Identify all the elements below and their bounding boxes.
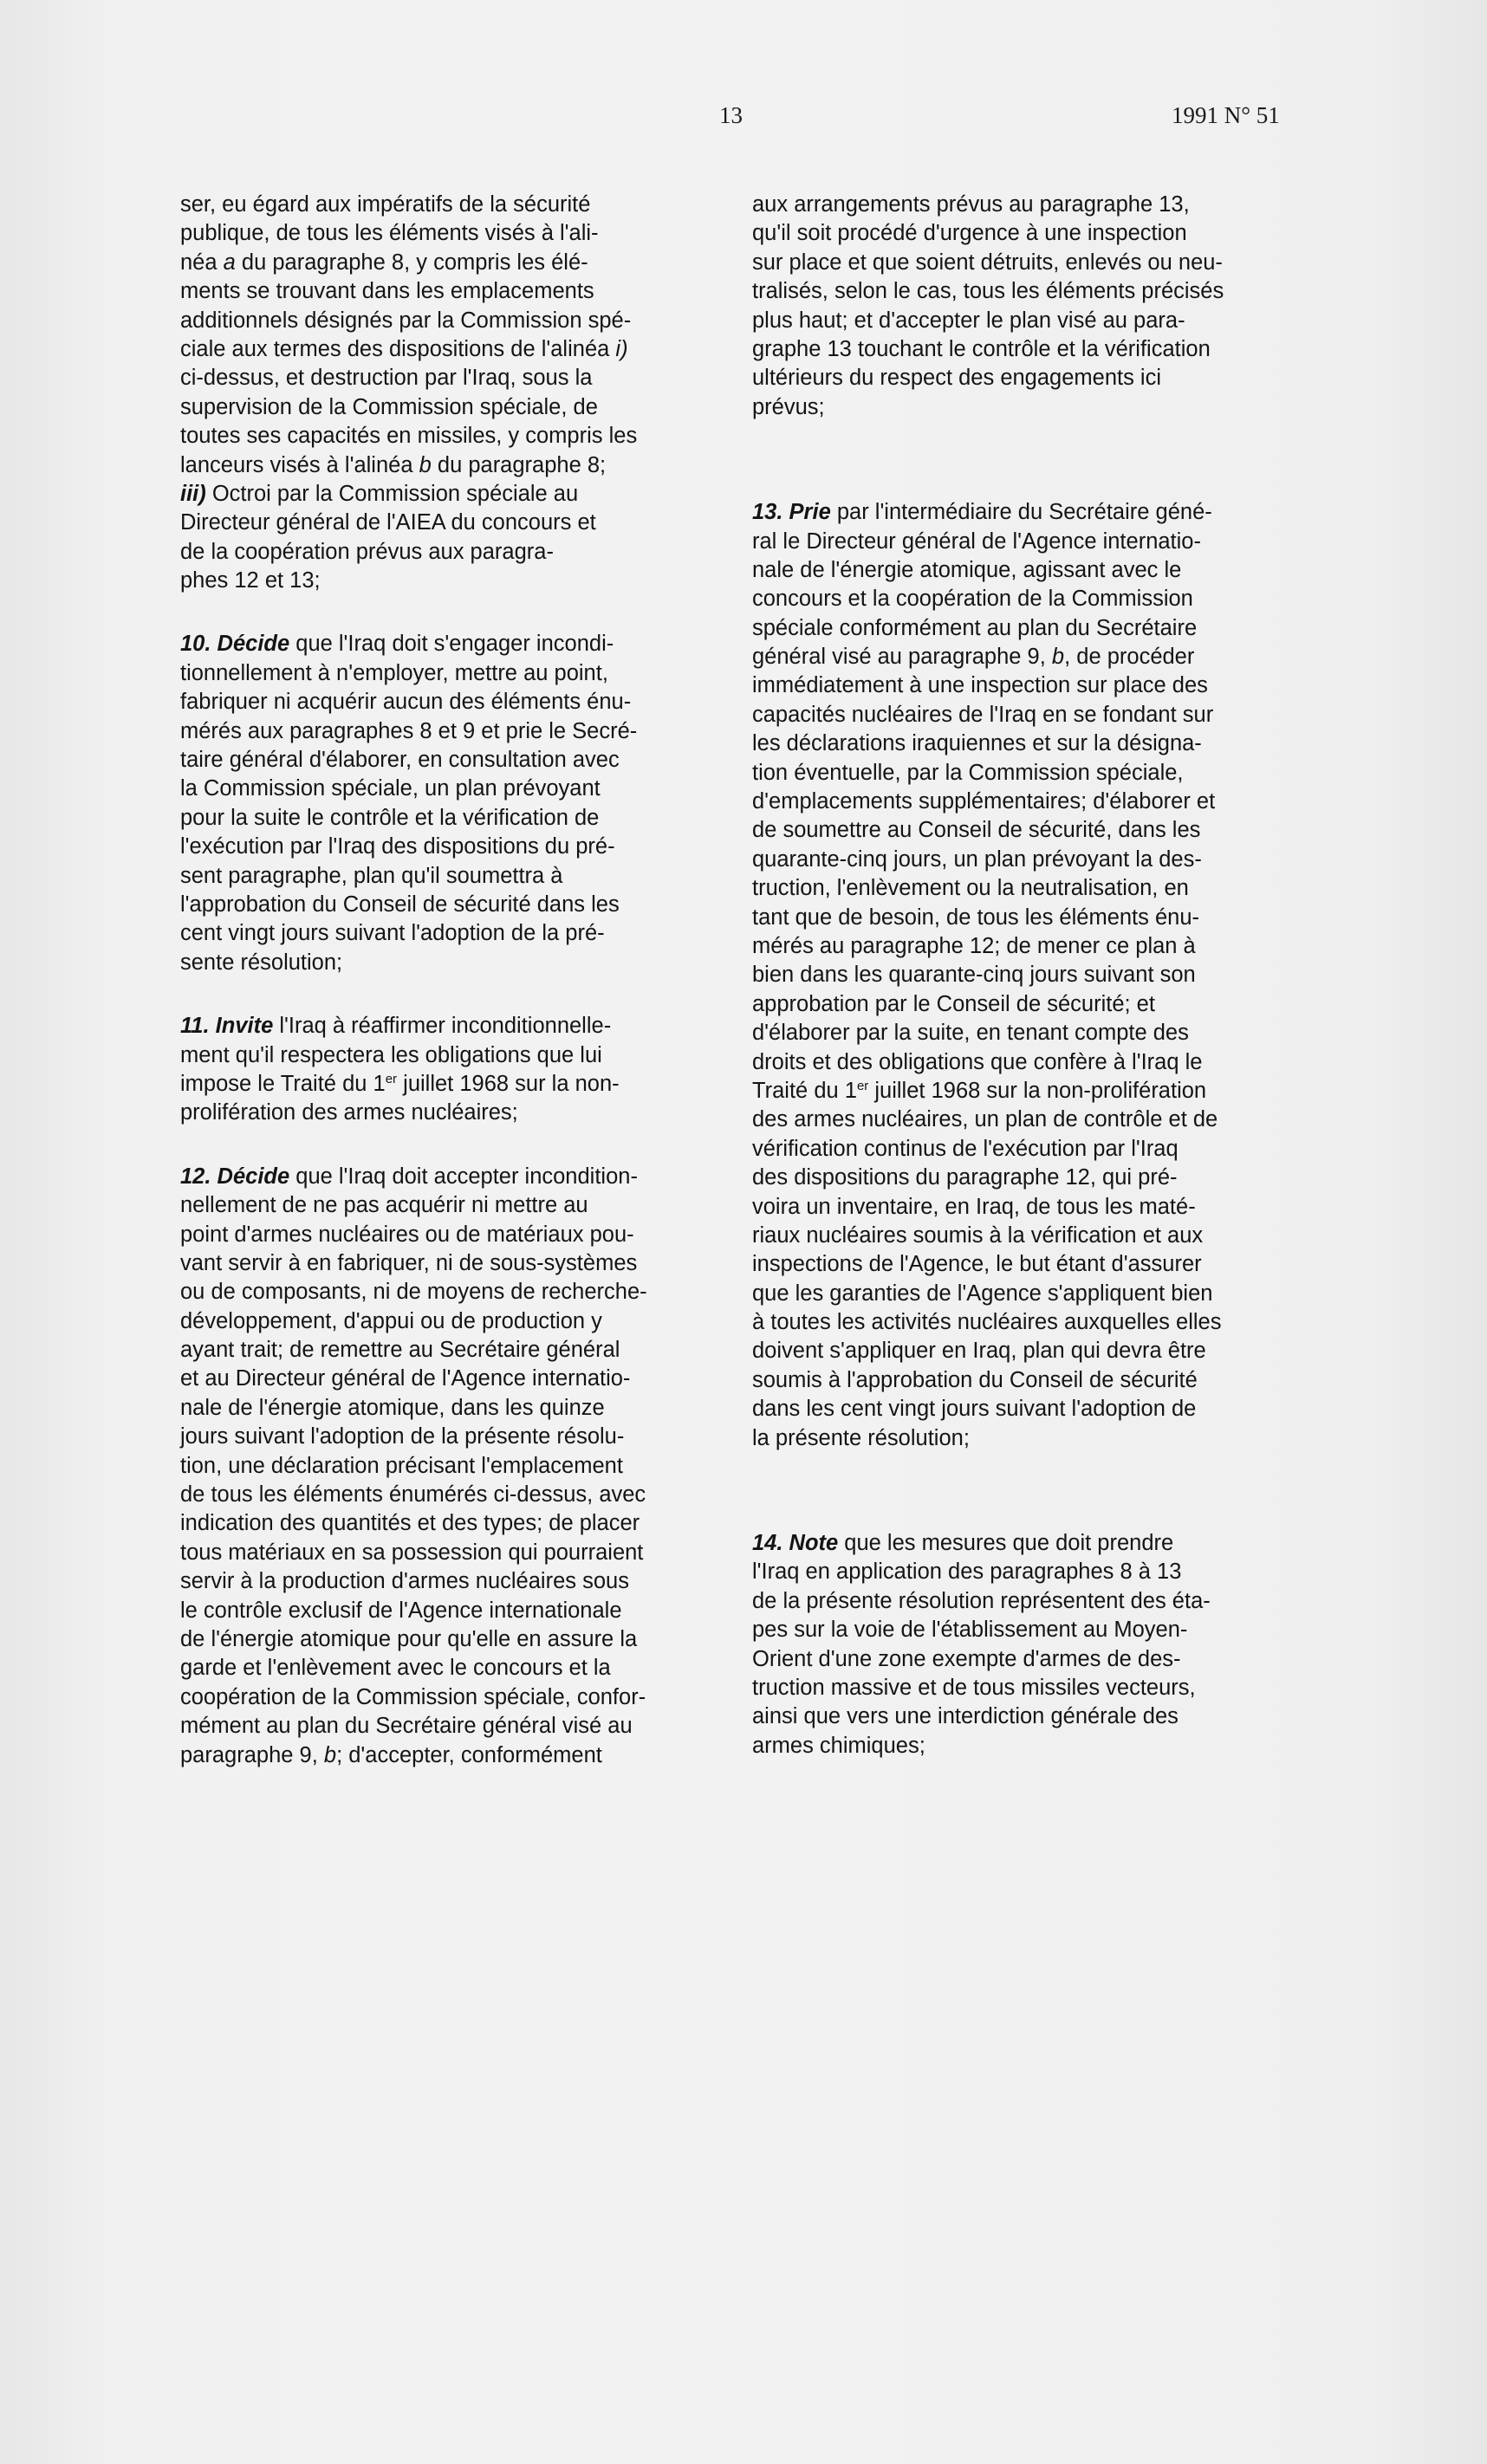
text-line: phes 12 et 13;	[180, 568, 321, 593]
text-line: impose le Traité du 1er juillet 1968 sur la non-	[180, 1071, 620, 1096]
text-line: pour la suite le contrôle et la vérification de	[180, 805, 600, 830]
text-line: tant que de besoin, de tous les éléments énu-	[752, 905, 1200, 930]
text-line: voira un inventaire, en Iraq, de tous les maté-	[752, 1194, 1196, 1219]
text-line: Directeur général de l'AIEA du concours et	[180, 510, 596, 535]
text-line: pes sur la voie de l'établissement au Moyen-	[752, 1618, 1188, 1643]
text-line: garde et l'enlèvement avec le concours et la	[180, 1656, 611, 1681]
text-line: iii) Octroi par la Commission spéciale au	[180, 481, 579, 506]
text-line: 11. Invite l'Iraq à réaffirmer inconditionnelle-	[180, 1014, 612, 1039]
text-line: doivent s'appliquer en Iraq, plan qui devra être	[752, 1339, 1206, 1364]
text-line: les déclarations iraquiennes et sur la désigna-	[752, 731, 1202, 756]
text-line: de l'énergie atomique pour qu'elle en assure la	[180, 1626, 638, 1651]
text-line: et au Directeur général de l'Agence internatio-	[180, 1366, 631, 1391]
paragraph-13	[752, 498, 1237, 1453]
text-line: 14. Note que les mesures que doit prendre	[752, 1531, 1174, 1556]
paragraph-keyword: Note	[789, 1531, 839, 1556]
text-line: néa a du paragraphe 8, y compris les élé-	[180, 250, 588, 275]
text-line: nellement de ne pas acquérir ni mettre au	[180, 1193, 588, 1218]
text-line: sente résolution;	[180, 950, 343, 975]
text-line: Orient d'une zone exempte d'armes de des-	[752, 1646, 1181, 1671]
text-line: ci-dessus, et destruction par l'Iraq, sous la	[180, 366, 593, 391]
paragraph-11	[180, 1012, 666, 1128]
text-line: cent vingt jours suivant l'adoption de la pré-	[180, 921, 605, 946]
paragraph-12	[180, 1163, 666, 1770]
paragraph-number: 12.	[180, 1164, 211, 1189]
text-line: immédiatement à une inspection sur place des	[752, 673, 1208, 698]
text-line: additionnels désignés par la Commission spé-	[180, 308, 632, 333]
text-line: nale de l'énergie atomique, agissant avec le	[752, 557, 1182, 582]
text-line: prolifération des armes nucléaires;	[180, 1100, 518, 1125]
text-line: tralisés, selon le cas, tous les éléments précisés	[752, 279, 1224, 304]
text-line: plus haut; et d'accepter le plan visé au para-	[752, 308, 1185, 333]
text-line: ser, eu égard aux impératifs de la sécurité	[180, 192, 591, 217]
paragraph-number: 14.	[752, 1531, 783, 1556]
paragraph-continuation	[180, 191, 666, 595]
text-line: vant servir à en fabriquer, ni de sous-systèmes	[180, 1250, 638, 1275]
text-line: ainsi que vers une interdiction générale des	[752, 1704, 1179, 1729]
text-line: mément au plan du Secrétaire général visé au	[180, 1714, 633, 1739]
text-line: supervision de la Commission spéciale, de	[180, 394, 598, 419]
text-line: truction massive et de tous missiles vecteurs,	[752, 1675, 1196, 1700]
text-line: tous matériaux en sa possession qui pourraient	[180, 1540, 644, 1565]
paragraph-keyword: Prie	[789, 500, 831, 525]
paragraph-number: 10.	[180, 632, 211, 657]
text-line: 10. Décide que l'Iraq doit s'engager incondi-	[180, 632, 614, 657]
text-line: 12. Décide que l'Iraq doit accepter incondition-	[180, 1164, 638, 1189]
text-line: de la présente résolution représentent des éta-	[752, 1588, 1211, 1613]
paragraph-keyword: Décide	[217, 1164, 290, 1189]
text-line: l'approbation du Conseil de sécurité dans les	[180, 892, 620, 917]
text-line: à toutes les activités nucléaires auxquelles elles	[752, 1310, 1222, 1335]
text-line: toutes ses capacités en missiles, y compris les	[180, 424, 638, 449]
text-line: la présente résolution;	[752, 1425, 970, 1450]
text-line: prévus;	[752, 394, 825, 419]
paragraph-10	[180, 630, 666, 977]
text-line: mérés aux paragraphes 8 et 9 et prie le Secré-	[180, 718, 638, 743]
text-line: qu'il soit procédé d'urgence à une inspection	[752, 221, 1187, 246]
text-line: approbation par le Conseil de sécurité; et	[752, 991, 1155, 1016]
text-line: d'emplacements supplémentaires; d'élaborer et	[752, 789, 1216, 814]
text-line: ment qu'il respectera les obligations que lui	[180, 1042, 602, 1067]
text-line: paragraphe 9, b; d'accepter, conformément	[180, 1742, 602, 1767]
text-line: concours et la coopération de la Commission	[752, 587, 1193, 612]
text-line: point d'armes nucléaires ou de matériaux pou-	[180, 1222, 634, 1247]
text-line: capacités nucléaires de l'Iraq en se fondant sur	[752, 702, 1214, 727]
text-line: tionnellement à n'employer, mettre au point,	[180, 660, 608, 685]
text-line: dans les cent vingt jours suivant l'adoption de	[752, 1397, 1197, 1422]
page-number: 13	[719, 102, 743, 128]
text-line: tion éventuelle, par la Commission spéciale,	[752, 760, 1184, 785]
text-line: des armes nucléaires, un plan de contrôle et de	[752, 1107, 1218, 1132]
text-line: soumis à l'approbation du Conseil de sécurité	[752, 1367, 1198, 1392]
text-line: ayant trait; de remettre au Secrétaire général	[180, 1338, 620, 1363]
right-column	[752, 191, 1237, 1760]
text-line: lanceurs visés à l'alinéa b du paragraphe 8;	[180, 452, 607, 477]
text-line: vérification continus de l'exécution par l'Iraq	[752, 1136, 1179, 1161]
text-line: l'exécution par l'Iraq des dispositions du pré-	[180, 834, 615, 859]
text-line: l'Iraq en application des paragraphes 8 à 13	[752, 1559, 1182, 1585]
text-line: général visé au paragraphe 9, b, de procéder	[752, 645, 1195, 670]
left-column	[180, 191, 666, 1770]
text-line: sur place et que soient détruits, enlevés ou neu-	[752, 250, 1223, 275]
text-line: aux arrangements prévus au paragraphe 13,	[752, 192, 1190, 217]
text-line: droits et des obligations que confère à l'Iraq le	[752, 1049, 1203, 1074]
text-line: ments se trouvant dans les emplacements	[180, 279, 594, 304]
text-line: tion, une déclaration précisant l'emplacement	[180, 1453, 623, 1478]
text-line: d'élaborer par la suite, en tenant compte des	[752, 1021, 1189, 1046]
paragraph-number: 13.	[752, 500, 783, 525]
text-line: taire général d'élaborer, en consultation avec	[180, 748, 620, 773]
text-line: de tous les éléments énumérés ci-dessus, avec	[180, 1482, 646, 1508]
paragraph-keyword: Invite	[215, 1014, 274, 1039]
text-line: publique, de tous les éléments visés à l'ali-	[180, 221, 599, 246]
text-line: 13. Prie par l'intermédiaire du Secrétaire géné-	[752, 500, 1212, 525]
text-line: développement, d'appui ou de production y	[180, 1308, 602, 1333]
text-line: jours suivant l'adoption de la présente résolu-	[180, 1424, 625, 1449]
text-line: ou de composants, ni de moyens de recherche-	[180, 1280, 647, 1305]
text-line: que les garanties de l'Agence s'appliquent bien	[752, 1281, 1213, 1306]
text-line: Traité du 1er juillet 1968 sur la non-prolifération	[752, 1078, 1207, 1103]
text-line: ciale aux termes des dispositions de l'alinéa i)	[180, 336, 628, 361]
text-line: fabriquer ni acquérir aucun des éléments énu-	[180, 690, 632, 715]
text-line: mérés au paragraphe 12; de mener ce plan à	[752, 933, 1196, 958]
text-line: armes chimiques;	[752, 1733, 925, 1758]
text-line: riaux nucléaires soumis à la vérification et aux	[752, 1222, 1204, 1248]
text-line: inspections de l'Agence, le but étant d'assurer	[752, 1252, 1202, 1277]
document-number: 1991 N° 51	[1172, 102, 1280, 128]
text-line: de soumettre au Conseil de sécurité, dans les	[752, 818, 1201, 843]
text-line: bien dans les quarante-cinq jours suivant son	[752, 963, 1196, 988]
text-line: servir à la production d'armes nucléaires sous	[180, 1569, 629, 1594]
text-line: coopération de la Commission spéciale, confor-	[180, 1684, 646, 1709]
text-line: ral le Directeur général de l'Agence internatio-	[752, 528, 1201, 554]
text-line: la Commission spéciale, un plan prévoyant	[180, 776, 601, 801]
paragraph-number: 11.	[180, 1014, 210, 1039]
text-line: graphe 13 touchant le contrôle et la vérification	[752, 336, 1211, 361]
paragraph-14	[752, 1529, 1237, 1760]
text-line: indication des quantités et des types; de placer	[180, 1511, 640, 1536]
text-line: sent paragraphe, plan qu'il soumettra à	[180, 863, 563, 888]
text-line: quarante-cinq jours, un plan prévoyant la des-	[752, 846, 1202, 872]
text-line: nale de l'énergie atomique, dans les quinze	[180, 1395, 605, 1420]
text-line: truction, l'enlèvement ou la neutralisation, en	[752, 876, 1189, 901]
paragraph-keyword: Décide	[217, 632, 290, 657]
text-line: le contrôle exclusif de l'Agence internationale	[180, 1598, 622, 1623]
text-line: de la coopération prévus aux paragra-	[180, 539, 554, 564]
paragraph-12-continuation	[752, 191, 1237, 422]
text-line: spéciale conformément au plan du Secrétaire	[752, 615, 1198, 640]
text-line: ultérieurs du respect des engagements ici	[752, 366, 1162, 391]
text-line: des dispositions du paragraphe 12, qui pré-	[752, 1165, 1178, 1190]
